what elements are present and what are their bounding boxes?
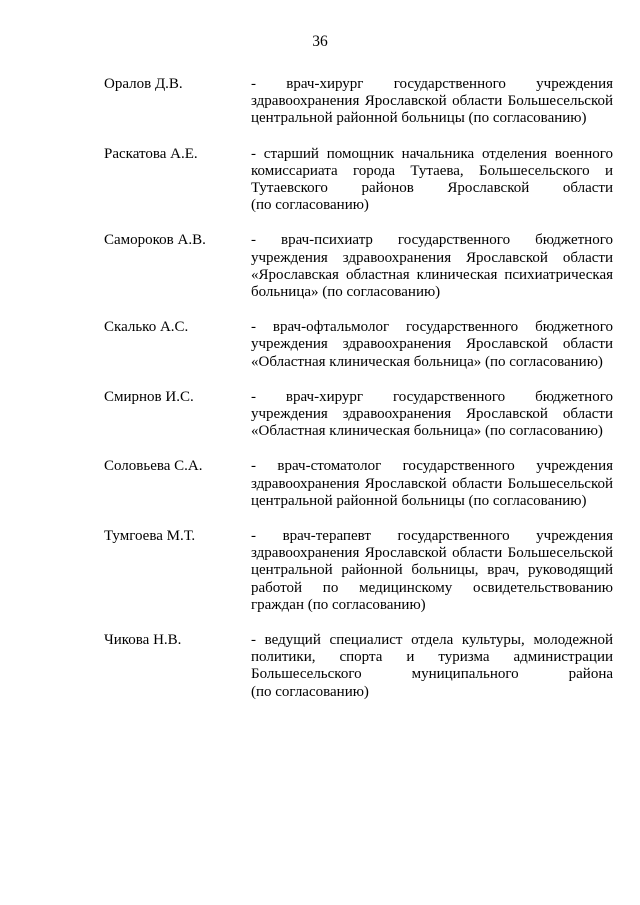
position-line: - врач-стоматолог государственного учреждения: [251, 458, 613, 475]
position-line: работой по медицинскому освидетельствованию: [251, 579, 613, 596]
member-position: [251, 232, 613, 301]
position-line: - ведущий специалист отдела культуры, молодежной: [251, 632, 613, 649]
position-line: центральной районной больницы (по согласованию): [251, 110, 587, 127]
position-line: центральной районной больницы (по согласованию): [251, 492, 587, 509]
member-name: Чикова Н.В.: [104, 632, 182, 649]
member-list: [104, 76, 614, 719]
member-name: Оралов Д.В.: [104, 76, 183, 92]
position-line: учреждения здравоохранения Ярославской области: [251, 249, 613, 266]
list-item: [104, 632, 614, 701]
position-line: граждан (по согласованию): [251, 596, 426, 613]
member-position: [251, 458, 613, 510]
position-line: - врач-хирург государственного бюджетного: [251, 388, 613, 405]
position-line: учреждения здравоохранения Ярославской области: [251, 406, 613, 423]
position-line: «Областная клиническая больница» (по согласованию): [251, 423, 603, 440]
position-line: Тутаевского районов Ярославской области: [251, 180, 613, 197]
member-position: [251, 319, 613, 371]
position-line: здравоохранения Ярославской области Большесельской: [251, 475, 613, 492]
position-line: «Ярославская областная клиническая психиатрическая: [251, 266, 613, 283]
member-name: Скалько А.С.: [104, 319, 189, 336]
position-line: Большесельского муниципального района: [251, 666, 613, 683]
list-item: [104, 389, 614, 441]
member-position: [251, 76, 613, 128]
list-item: [104, 319, 614, 371]
page-number: 36: [312, 33, 328, 50]
position-line: (по согласованию): [251, 197, 369, 214]
member-name: Тумгоева М.Т.: [104, 528, 196, 545]
list-item: [104, 76, 614, 128]
list-item: [104, 458, 614, 510]
member-name: Раскатова А.Е.: [104, 145, 198, 162]
position-line: политики, спорта и туризма администрации: [251, 649, 613, 666]
position-line: - врач-хирург государственного учреждения: [251, 76, 613, 92]
position-line: - врач-терапевт государственного учреждения: [251, 528, 613, 545]
member-name: Смирнов И.С.: [104, 388, 194, 405]
member-name: Соловьева С.А.: [104, 458, 203, 475]
position-line: комиссариата города Тутаева, Большесельского и: [251, 162, 613, 179]
member-position: [251, 146, 613, 215]
position-line: центральной районной больницы, врач, руководящий: [251, 562, 613, 579]
member-position: [251, 632, 613, 701]
member-name: Самороков А.В.: [104, 232, 206, 249]
list-item: [104, 146, 614, 215]
position-line: здравоохранения Ярославской области Большесельской: [251, 93, 613, 110]
position-line: здравоохранения Ярославской области Большесельской: [251, 545, 613, 562]
position-line: больница» (по согласованию): [251, 284, 441, 301]
member-position: [251, 389, 613, 441]
position-line: - врач-офтальмолог государственного бюджетного: [251, 319, 613, 336]
member-position: [251, 528, 613, 614]
position-line: - старший помощник начальника отделения военного: [251, 145, 613, 162]
position-line: «Областная клиническая больница» (по согласованию): [251, 353, 603, 370]
position-line: учреждения здравоохранения Ярославской области: [251, 336, 613, 353]
list-item: [104, 232, 614, 301]
position-line: (по согласованию): [251, 683, 369, 700]
position-line: - врач-психиатр государственного бюджетного: [251, 232, 613, 249]
list-item: [104, 528, 614, 614]
